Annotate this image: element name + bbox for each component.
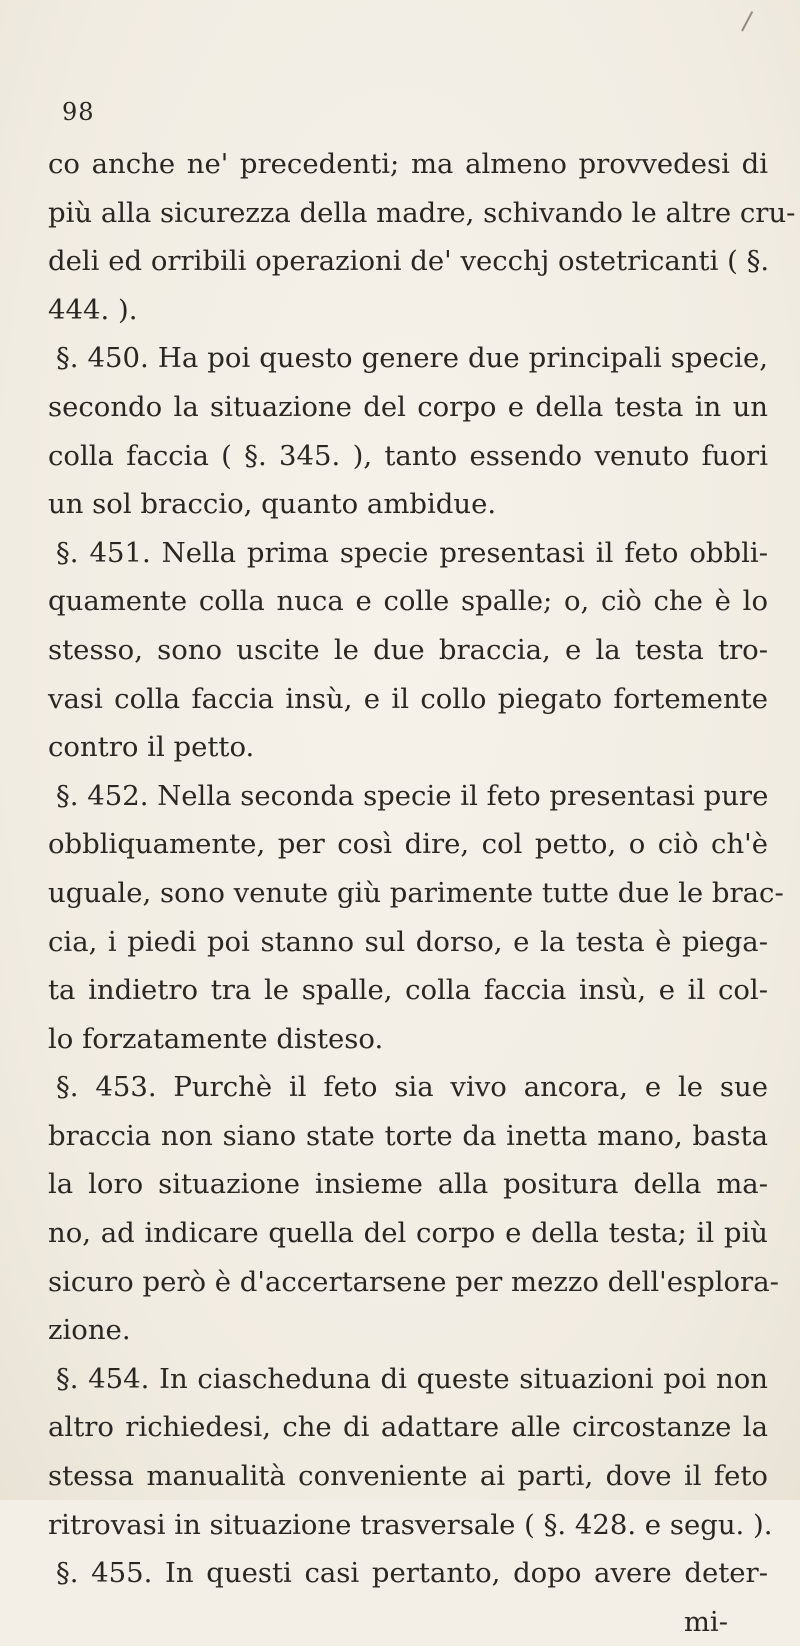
text-line: un sol braccio, quanto ambidue. [48, 488, 497, 521]
text-line: secondo la situazione del corpo e della testa in un [48, 390, 768, 423]
text-line: più alla sicurezza della madre, schivando le altre cru- [48, 196, 796, 229]
text-line: uguale, sono venute giù parimente tutte due le brac- [48, 876, 784, 909]
text-line: no, ad indicare quella del corpo e della testa; il più [48, 1217, 768, 1250]
text-line: quamente colla nuca e colle spalle; o, ciò che è lo [48, 585, 768, 618]
text-line: altro richiedesi, che di adattare alle circostanze la [48, 1411, 768, 1444]
text-line: sicuro però è d'accertarsene per mezzo dell'esplora- [48, 1265, 779, 1298]
text-line: cia, i piedi poi stanno sul dorso, e la testa è piega- [48, 925, 768, 958]
text-line: braccia non siano state torte da inetta mano, basta [48, 1119, 768, 1152]
text-line: la loro situazione insieme alla positura della ma- [48, 1168, 768, 1201]
paragraph-454-start: §. 454. In ciascheduna di queste situazioni poi non [56, 1362, 768, 1395]
paragraph-450-start: §. 450. Ha poi questo genere due principali specie, [56, 342, 768, 375]
text-line: co anche ne' precedenti; ma almeno provvedesi di [48, 148, 768, 180]
paragraph-453-start: §. 453. Purchè il feto sia vivo ancora, e le sue [56, 1071, 768, 1104]
paragraph-452-start: §. 452. Nella seconda specie il feto presentasi pure [56, 779, 769, 812]
text-line: lo forzatamente disteso. [48, 1022, 384, 1055]
text-line: colla faccia ( §. 345. ), tanto essendo venuto fuori [48, 439, 768, 472]
text-line: deli ed orribili operazioni de' vecchj ostetricanti ( §. [48, 245, 770, 278]
text-line: zione. [48, 1314, 131, 1347]
text-line: vasi colla faccia insù, e il collo piegato fortemente [48, 682, 768, 715]
text-line: ritrovasi in situazione trasversale ( §. 428. e segu. ). [48, 1508, 773, 1541]
paragraph-451-start: §. 451. Nella prima specie presentasi il feto obbli- [56, 536, 768, 569]
page-number: 98 [62, 98, 95, 126]
text-line: obbliquamente, per così dire, col petto, o ciò ch'è [48, 828, 768, 861]
body-text [48, 140, 796, 1646]
text-line: 444. ). [48, 293, 138, 326]
catchword: mi- [683, 1605, 728, 1638]
text-line: ta indietro tra le spalle, colla faccia insù, e il col- [48, 974, 768, 1007]
text-line: stesso, sono uscite le due braccia, e la testa tro- [48, 633, 768, 666]
paragraph-455-start: §. 455. In questi casi pertanto, dopo avere deter- [56, 1557, 768, 1590]
text-line: stessa manualità conveniente ai parti, dove il feto [48, 1460, 768, 1493]
text-line: contro il petto. [48, 731, 255, 764]
